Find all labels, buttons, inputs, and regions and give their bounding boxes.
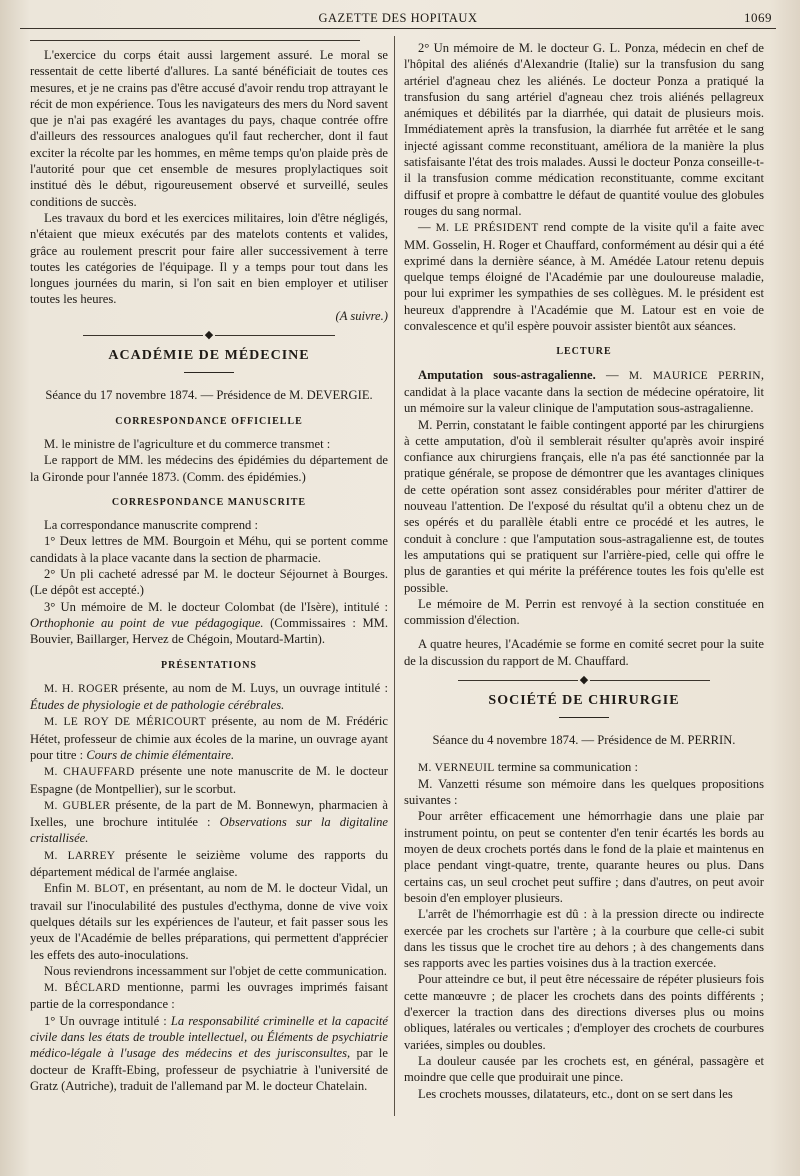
manuscript-line-4: 3° Un mémoire de M. le docteur Colombat (de l'Isère), intitulé : Orthophonie au point de vue pédagogique. (Commissaires : MM. Bouvier, Baillarger, Hervez de Chégoin, Moutard-Martin). [30,599,388,647]
presentations-heading: PRÉSENTATIONS [161,659,257,671]
societe-heading: SOCIÉTÉ DE CHIRURGIE [488,692,680,708]
manuscript-line-1: La correspondance manuscrite comprend : [44,518,259,533]
presentation-item: M. CHAUFFARD présente une note manuscrite de M. le docteur Espagne (de Montpellier), sur le scorbut. [30,764,388,796]
body-paragraph: Pour atteindre ce but, il peut être nécessaire de répéter plusieurs fois cette manœuvre ; de placer les crochets dans des points différents ; d'exercer la traction dans des directions diverses plus ou moins obliques, latérales ou verticales ; d'employer des crochets de courbures variées, simples ou doubles. [404,972,764,1052]
body-paragraph: L'arrêt de l'hémorrhagie est dû : à la pression directe ou indirecte exercée par les crochets sur l'artère ; à la courbure que celle-ci subit dans les tissus que le crochet tire au dehors ; à des changements dans ses rapports avec les parties voisines dus à la traction exercée. [404,907,764,971]
societe-session-line: Séance du 4 novembre 1874. — Présidence de M. PERRIN. [432,733,736,748]
body-paragraph: La douleur causée par les crochets est, en général, passagère et moindre que celle que produirait une pince. [404,1053,764,1085]
manuscript-line-2: 1° Deux lettres de MM. Bourgoin et Méhu, qui se portent comme candidats à la place vacante dans la section de pharmacie. [30,534,388,565]
column-divider [394,36,395,1116]
page-number: 1069 [744,10,772,25]
section-separator: ◆ [404,675,764,685]
beclard-paragraph: M. BÉCLARD mentionne, parmi les ouvrages imprimés faisant partie de la correspondance : [30,980,388,1012]
academy-heading: ACADÉMIE DE MÉDECINE [108,348,310,364]
heading-rule [559,717,609,718]
manuscript-correspondence-heading: CORRESPONDANCE MANUSCRITE [111,496,307,508]
left-column [30,40,388,1094]
body-paragraph: Pour arrêter efficacement une hémorrhagie dans une plaie par instrument pointu, on peut se contenter d'en tenir écartés les bords au moyen de deux crochets portés dans le fond de la plaie et maintenus en place pendant vingt-quatre, trente, quarante heures ou plus. Dans certains cas, un seul crochet peut suffire ; dans d'autres, on peut avoir besoin d'en employer plusieurs. [404,809,764,905]
official-correspondence-line-2: Le rapport de MM. les médecins des épidémies du département de la Gironde pour l'année 1873. (Comm. des épidémies.) [30,453,388,484]
right-column [404,40,764,1102]
presentation-item: M. LARREY présente le seizième volume des rapports du département médical de l'armée anglaise. [30,847,388,880]
ponza-paragraph: 2° Un mémoire de M. le docteur G. L. Ponza, médecin en chef de l'hôpital des aliénés d'Alexandrie (Italie) sur la transfusion du sang artériel d'agneau chez les aliénés. Le docteur Ponza a pratiqué la transfusion du sang artériel d'agneau chez trois aliénés pellagreux anémiques et débilités par la diarrhée, qui datait de plusieurs mois. Immédiatement après la transfusion, la diarrhée fut arrêtée et le sang injecté agissant comme reconstituant, améliora de la manière la plus satisfaisante l'état des trois malades. Aussi le docteur Ponza conseille-t-il la transfusion comme médication reconstituante, comme excitant diffusif et propre à combattre le défaut de quantité voulue des globules rouges du sang normal. [404,41,764,218]
top-rule [30,40,360,41]
body-paragraph: M. Vanzetti résume son mémoire dans les quelques propositions suivantes : [404,776,764,808]
intro-paragraph-2: Les travaux du bord et les exercices militaires, loin d'être négligés, n'étaient que mieux exécutés par des matelots contents et valides, grâce au roulement prescrit pour faire aller successivement à terre toutes les catégories de l'équipage. Il y a temps pour tout dans les longues journées du marin, si l'on sait en bien employer et utiliser toutes les heures. [30,210,388,307]
to-be-continued: (A suivre.) [335,308,388,323]
academy-session-line: Séance du 17 novembre 1874. — Présidence de M. DEVERGIE. [45,388,373,403]
presentation-item: M. LE ROY DE MÉRICOURT présente, au nom de M. Frédéric Hétet, professeur de chimie aux écoles de la marine, un ouvrage ayant pour titre : Cours de chimie élémentaire. [30,714,389,762]
comite-paragraph: A quatre heures, l'Académie se forme en comité secret pour la suite de la discussion du rapport de M. Chauffard. [404,637,764,668]
reviendrons-paragraph: Nous reviendrons incessamment sur l'objet de cette communication. [44,963,387,978]
presentation-item: M. GUBLER présente, de la part de M. Bonnewyn, pharmacien à Ixelles, une brochure intitulée : Observations sur la digitaline cristallisée. [30,797,388,846]
presentation-item: M. H. ROGER présente, au nom de M. Luys, un ouvrage intitulé : Études de physiologie et de pathologie cérébrales. [30,680,388,713]
manuscript-line-3: 2° Un pli cacheté adressé par M. le docteur Séjournet à Bourges. (Le dépôt est accepté.) [30,567,388,598]
body-paragraph: Les crochets mousses, dilatateurs, etc., dont on se sert dans les [418,1086,733,1101]
official-correspondence-line-1: M. le ministre de l'agriculture et du commerce transmet : [44,436,331,451]
amputation-paragraph: Amputation sous-astragalienne. — M. MAURICE PERRIN, candidat à la place vacante dans la section de médecine opératoire, lit un mémoire sur la valeur clinique de l'amputation sous-astragalienne. [404,367,764,416]
lecture-heading: LECTURE [556,346,612,358]
blot-paragraph: Enfin M. BLOT, en présentant, au nom de M. le docteur Vidal, un travail sur l'inoculabilité des pustules d'ecthyma, donne de vive voix quelques détails sur les expériences de l'auteur, et fait passer sous les yeux de l'Académie de belles préparations, qui permettent d'apprécier les effets des auto-inoculations. [30,881,388,962]
journal-title: GAZETTE DES HOPITAUX [318,11,478,25]
president-paragraph: — M. LE PRÉSIDENT rend compte de la visite qu'il a faite avec MM. Gosselin, H. Roger et Chauffard, conformément au désir qui a été exprimé dans la dernière séance, à M. Amédée Latour retenu depuis quelque temps éloigné de l'Académie par une douloureuse maladie, pour lui exprimer les sympathies de ses collègues. M. le président est heureux d'apprendre à l'Académie que M. Latour est en voie de convalescence et qu'il espère pouvoir assister bientôt aux séances. [404,220,764,334]
section-separator: ◆ [30,330,388,340]
page-header [20,8,776,29]
renvoye-paragraph: Le mémoire de M. Perrin est renvoyé à la section constituée en commission d'élection. [404,596,764,628]
intro-paragraph-1: L'exercice du corps était aussi largement assuré. Le moral se ressentait de cette liberté d'allures. La santé bénéficiait de toutes ces mesures, et je ne crains pas d'être accusé d'avoir rendu trop attrayant le récit de mon expérience. Tous les navigateurs des mers du Nord savent que je n'ai pas exagéré les avantages du pays, chaque contrée offre d'ailleurs des ressources analogues qu'il faut rechercher, dont il faut exciter la récolte par les hommes, en même temps qu'on plaide près de l'autorité pour que cet ensemble de mesures proplylactiques soit institué dès le début, rigoureusement observé et surveillé, seules conditions de succès. [30,48,388,209]
heading-rule [184,372,234,373]
perrin-paragraph: M. Perrin, constatant le faible contingent apporté par les chirurgiens à cette amputation, d'où il semblerait résulter qu'après avoir inspiré confiance aux chirurgiens français, elle n'a pas été sanctionnée par la pratique générale, se propose de démontrer que les avantages cliniques de cette opération sont assez considérables pour mériter d'attirer de nouveau l'attention. De l'exposé du résultat qu'il a obtenu chez un de ses opérés et du parallèle établi entre ce procédé et les autres, le conduit à conclure : que l'amputation sous-astragalienne est, de toutes les amputations qui se pratiquent sur l'arrière-pied, celle qui offre le plus de garanties et qui mérite la préférence toutes les fois qu'elle est possible. [404,417,764,595]
ouvrage-paragraph: 1° Un ouvrage intitulé : La responsabilité criminelle et la capacité civile dans les états de trouble intellectuel, ou Éléments de psychiatrie médico-légale à l'usage des médecins et des jurisconsultes, par le docteur de Krafft-Ebing, professeur de psychiatrie à l'université de Gratz (Autriche), traduit de l'allemand par M. le docteur Chatelain. [30,1013,388,1093]
official-correspondence-heading: CORRESPONDANCE OFFICIELLE [115,415,303,427]
verneuil-paragraph: M. VERNEUIL termine sa communication : [418,759,638,774]
